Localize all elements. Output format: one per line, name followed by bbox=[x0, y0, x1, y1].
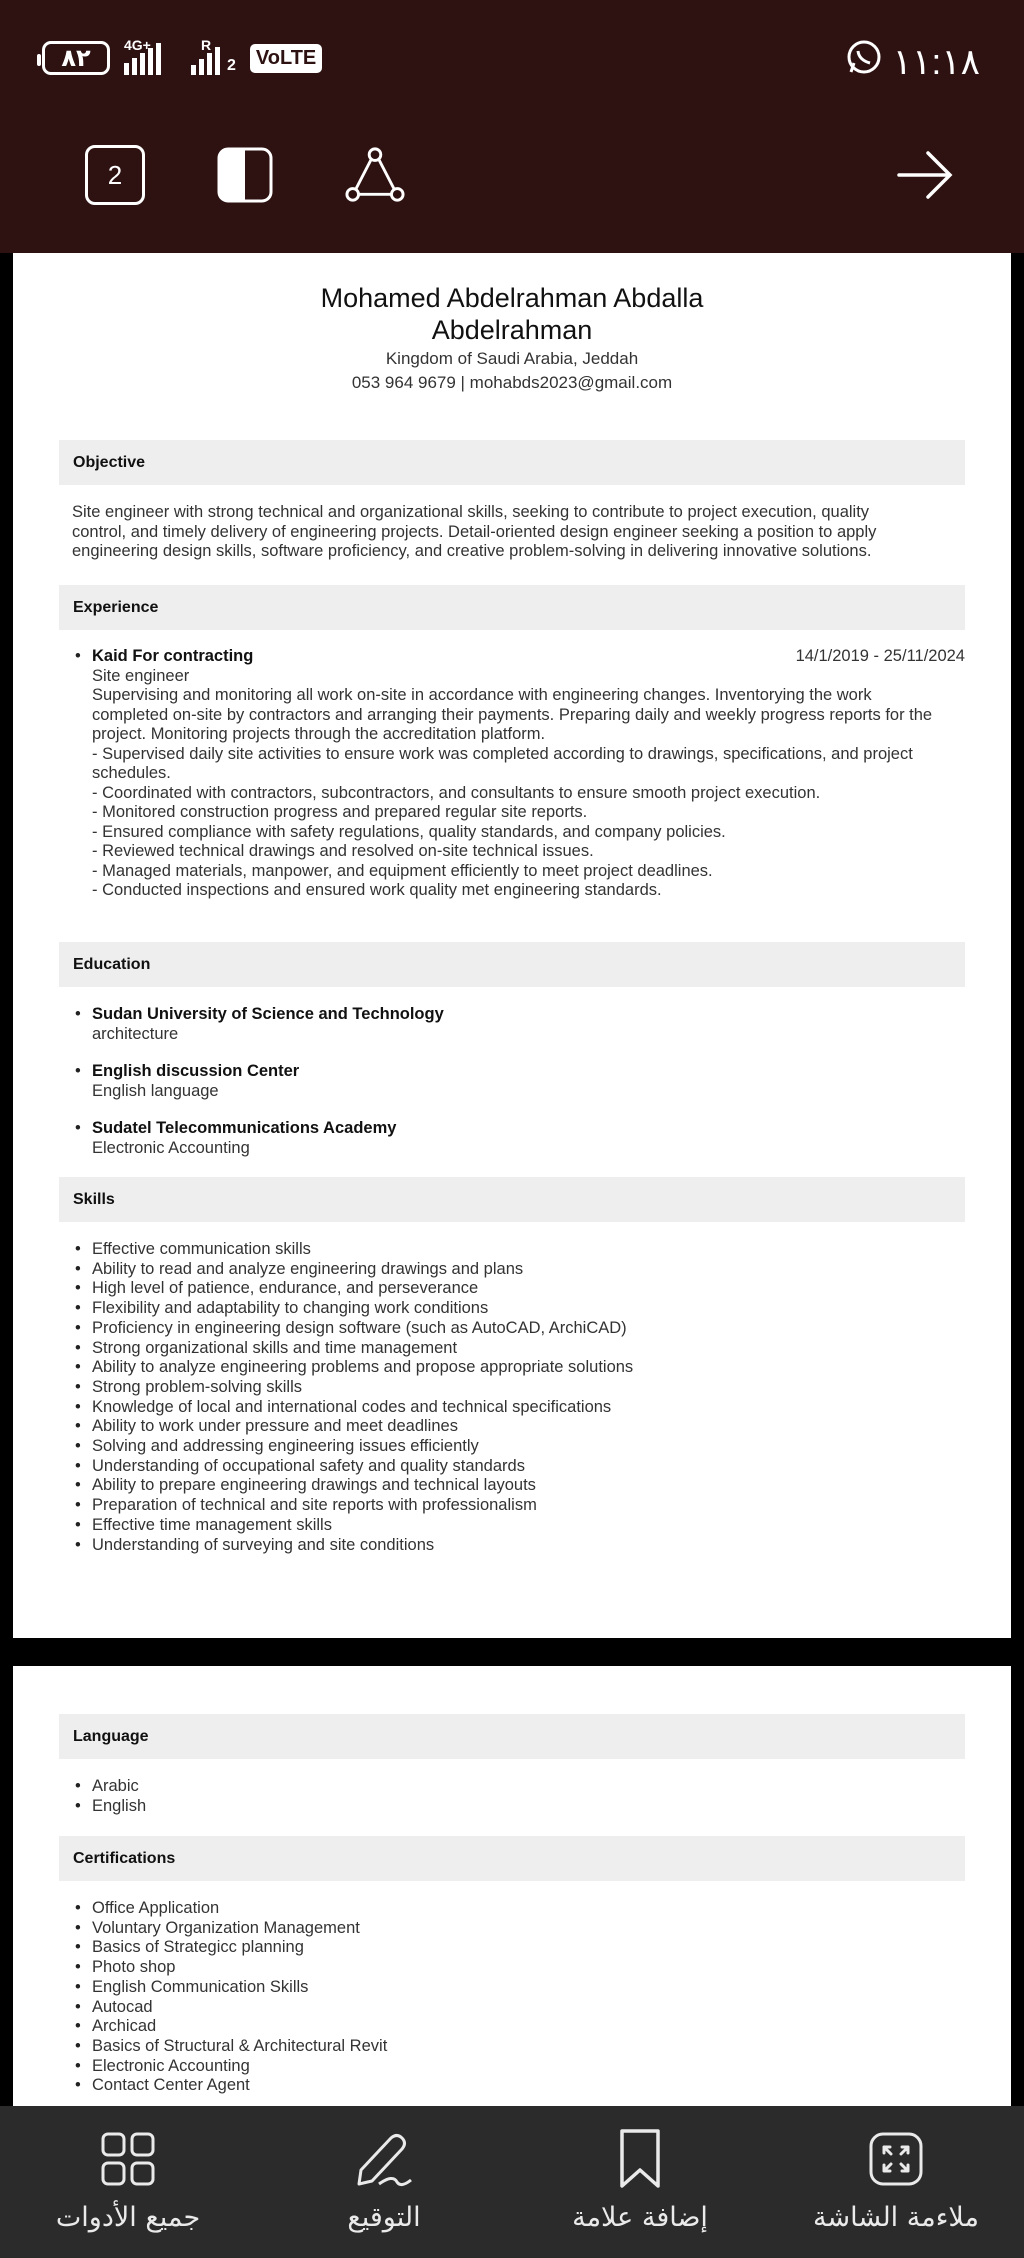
signal-icon-sim2 bbox=[191, 37, 236, 75]
arrow-right-icon bbox=[896, 150, 954, 200]
language-list bbox=[92, 1777, 146, 1816]
volte-badge: VoLTE bbox=[250, 44, 322, 73]
document-page-1 bbox=[13, 253, 1011, 1638]
list-item: • Contact Center Agent bbox=[92, 2076, 387, 2096]
list-item: • Ability to analyze engineering problems and propose appropriate solutions bbox=[92, 1358, 633, 1378]
list-item: • Preparation of technical and site reports with professionalism bbox=[92, 1496, 633, 1516]
page-count: 2 bbox=[107, 159, 123, 190]
document-page-2 bbox=[13, 1666, 1011, 2106]
signature-label: التوقيع bbox=[347, 2202, 421, 2233]
experience-line: Supervising and monitoring all work on-site in accordance with engineering changes. Inventorying the work bbox=[92, 686, 872, 704]
share-button[interactable] bbox=[345, 145, 405, 205]
battery-icon bbox=[42, 41, 110, 75]
list-item: • English Communication Skills bbox=[92, 1978, 387, 1998]
sim2-label: 2 bbox=[227, 57, 236, 74]
forward-button[interactable] bbox=[895, 145, 955, 205]
pen-icon bbox=[353, 2126, 415, 2192]
list-item: • Ability to read and analyze engineering drawings and plans bbox=[92, 1260, 633, 1280]
experience-line: - Supervised daily site activities to ensure work was completed according to drawings, specifications, and project bbox=[92, 744, 913, 763]
fit-screen-icon bbox=[868, 2126, 924, 2192]
objective-heading: Objective bbox=[59, 440, 965, 485]
status-icons-left bbox=[42, 37, 322, 76]
add-bookmark-button[interactable] bbox=[512, 2106, 768, 2258]
grid-icon bbox=[100, 2126, 156, 2192]
certifications-heading: Certifications bbox=[59, 1836, 965, 1881]
experience-heading: Experience bbox=[59, 585, 965, 630]
whatsapp-icon bbox=[845, 38, 883, 85]
education-item bbox=[92, 1062, 299, 1101]
objective-line: control, and timely delivery of engineering projects. Detail-oriented design engineer seeking a position to apply bbox=[72, 522, 877, 541]
skills-list bbox=[92, 1240, 633, 1555]
objective-line: engineering design skills, software proficiency, and creative problem-solving in delivering innovative solutions. bbox=[72, 542, 872, 560]
list-item: • Effective time management skills bbox=[92, 1516, 633, 1536]
list-item: • Solving and addressing engineering issues efficiently bbox=[92, 1437, 633, 1457]
education-field: English language bbox=[92, 1081, 219, 1100]
experience-item bbox=[92, 647, 932, 901]
battery-level: ٨٢ bbox=[61, 44, 91, 72]
education-field: Electronic Accounting bbox=[92, 1138, 250, 1157]
fit-screen-button[interactable] bbox=[768, 2106, 1024, 2258]
list-item: • Strong problem-solving skills bbox=[92, 1378, 633, 1398]
objective-line: Site engineer with strong technical and organizational skills, seeking to contribute to project execution, quality bbox=[72, 503, 870, 521]
list-item: • High level of patience, endurance, and perseverance bbox=[92, 1279, 633, 1299]
bookmark-label: إضافة علامة bbox=[572, 2202, 708, 2233]
list-item: • Strong organizational skills and time management bbox=[92, 1339, 633, 1359]
skills-heading: Skills bbox=[59, 1177, 965, 1222]
fit-screen-label: ملاءمة الشاشة bbox=[813, 2202, 979, 2233]
list-item: • Understanding of surveying and site conditions bbox=[92, 1536, 633, 1556]
resume-contact: 053 964 9679 | mohabds2023@gmail.com bbox=[351, 373, 673, 392]
experience-line: - Reviewed technical drawings and resolved on-site technical issues. bbox=[92, 842, 594, 860]
education-item bbox=[92, 1119, 396, 1158]
resume-location: Kingdom of Saudi Arabia, Jeddah bbox=[385, 349, 639, 368]
network-type: 4G+ bbox=[124, 37, 151, 53]
experience-role: Site engineer bbox=[92, 666, 190, 685]
list-item: • Arabic bbox=[92, 1777, 146, 1797]
resume-name-line2: Abdelrahman bbox=[431, 315, 593, 345]
experience-line: project. Monitoring projects through the accreditation platform. bbox=[92, 725, 546, 743]
clock: ١١:١٨ bbox=[892, 40, 980, 82]
status-icons-right bbox=[845, 38, 980, 85]
reading-mode-icon bbox=[216, 146, 274, 204]
list-item: • Ability to prepare engineering drawings and technical layouts bbox=[92, 1476, 633, 1496]
page-count-button[interactable] bbox=[85, 145, 145, 205]
experience-line: - Monitored construction progress and prepared regular site reports. bbox=[92, 803, 588, 821]
education-field: architecture bbox=[92, 1024, 179, 1043]
experience-line: schedules. bbox=[92, 764, 171, 782]
experience-line: - Ensured compliance with safety regulations, quality standards, and company policies. bbox=[92, 822, 726, 841]
resume-name-line1: Mohamed Abdelrahman Abdalla bbox=[320, 283, 704, 313]
list-item: • Office Application bbox=[92, 1899, 387, 1919]
bottom-action-bar bbox=[0, 2106, 1024, 2258]
list-item: • Proficiency in engineering design software (such as AutoCAD, ArchiCAD) bbox=[92, 1319, 633, 1339]
certifications-list bbox=[92, 1899, 387, 2096]
education-school: • Sudan University of Science and Technology bbox=[92, 1005, 444, 1023]
language-heading: Language bbox=[59, 1714, 965, 1759]
list-item: • Knowledge of local and international codes and technical specifications bbox=[92, 1398, 633, 1418]
list-item: • Electronic Accounting bbox=[92, 2057, 387, 2077]
experience-line: completed on-site by contractors and arranging their payments. Preparing daily and weekly progress reports for the bbox=[92, 705, 933, 724]
share-icon bbox=[345, 145, 405, 205]
list-item: • Effective communication skills bbox=[92, 1240, 633, 1260]
experience-dates: 14/1/2019 - 25/11/2024 bbox=[795, 647, 965, 665]
list-item: • Flexibility and adaptability to changing work conditions bbox=[92, 1299, 633, 1319]
list-item: • Photo shop bbox=[92, 1958, 387, 1978]
signal-icon-sim1 bbox=[124, 37, 161, 75]
all-tools-button[interactable] bbox=[0, 2106, 256, 2258]
all-tools-label: جميع الأدوات bbox=[55, 2202, 201, 2233]
list-item: • Basics of Structural & Architectural Revit bbox=[92, 2037, 387, 2057]
education-item bbox=[92, 1005, 444, 1044]
objective-text bbox=[72, 503, 966, 562]
list-item: • Ability to work under pressure and meet deadlines bbox=[92, 1417, 633, 1437]
education-school: • English discussion Center bbox=[92, 1062, 300, 1080]
education-school: • Sudatel Telecommunications Academy bbox=[92, 1119, 397, 1137]
education-heading: Education bbox=[59, 942, 965, 987]
experience-company: • Kaid For contracting bbox=[92, 647, 254, 665]
list-item: • Autocad bbox=[92, 1998, 387, 2018]
bookmark-icon bbox=[616, 2126, 664, 2192]
list-item: • Voluntary Organization Management bbox=[92, 1919, 387, 1939]
experience-line: - Conducted inspections and ensured work quality met engineering standards. bbox=[92, 881, 662, 899]
list-item: • Basics of Strategicc planning bbox=[92, 1938, 387, 1958]
experience-line: - Managed materials, manpower, and equipment efficiently to meet project deadlines. bbox=[92, 861, 713, 880]
top-bar bbox=[0, 0, 1024, 253]
list-item: • Archicad bbox=[92, 2017, 387, 2037]
experience-line: - Coordinated with contractors, subcontractors, and consultants to ensure smooth project execution. bbox=[92, 783, 821, 802]
list-item: • Understanding of occupational safety and quality standards bbox=[92, 1457, 633, 1477]
signature-button[interactable] bbox=[256, 2106, 512, 2258]
list-item: • English bbox=[92, 1797, 146, 1817]
reading-mode-button[interactable] bbox=[215, 145, 275, 205]
roaming-indicator: R bbox=[201, 37, 212, 53]
